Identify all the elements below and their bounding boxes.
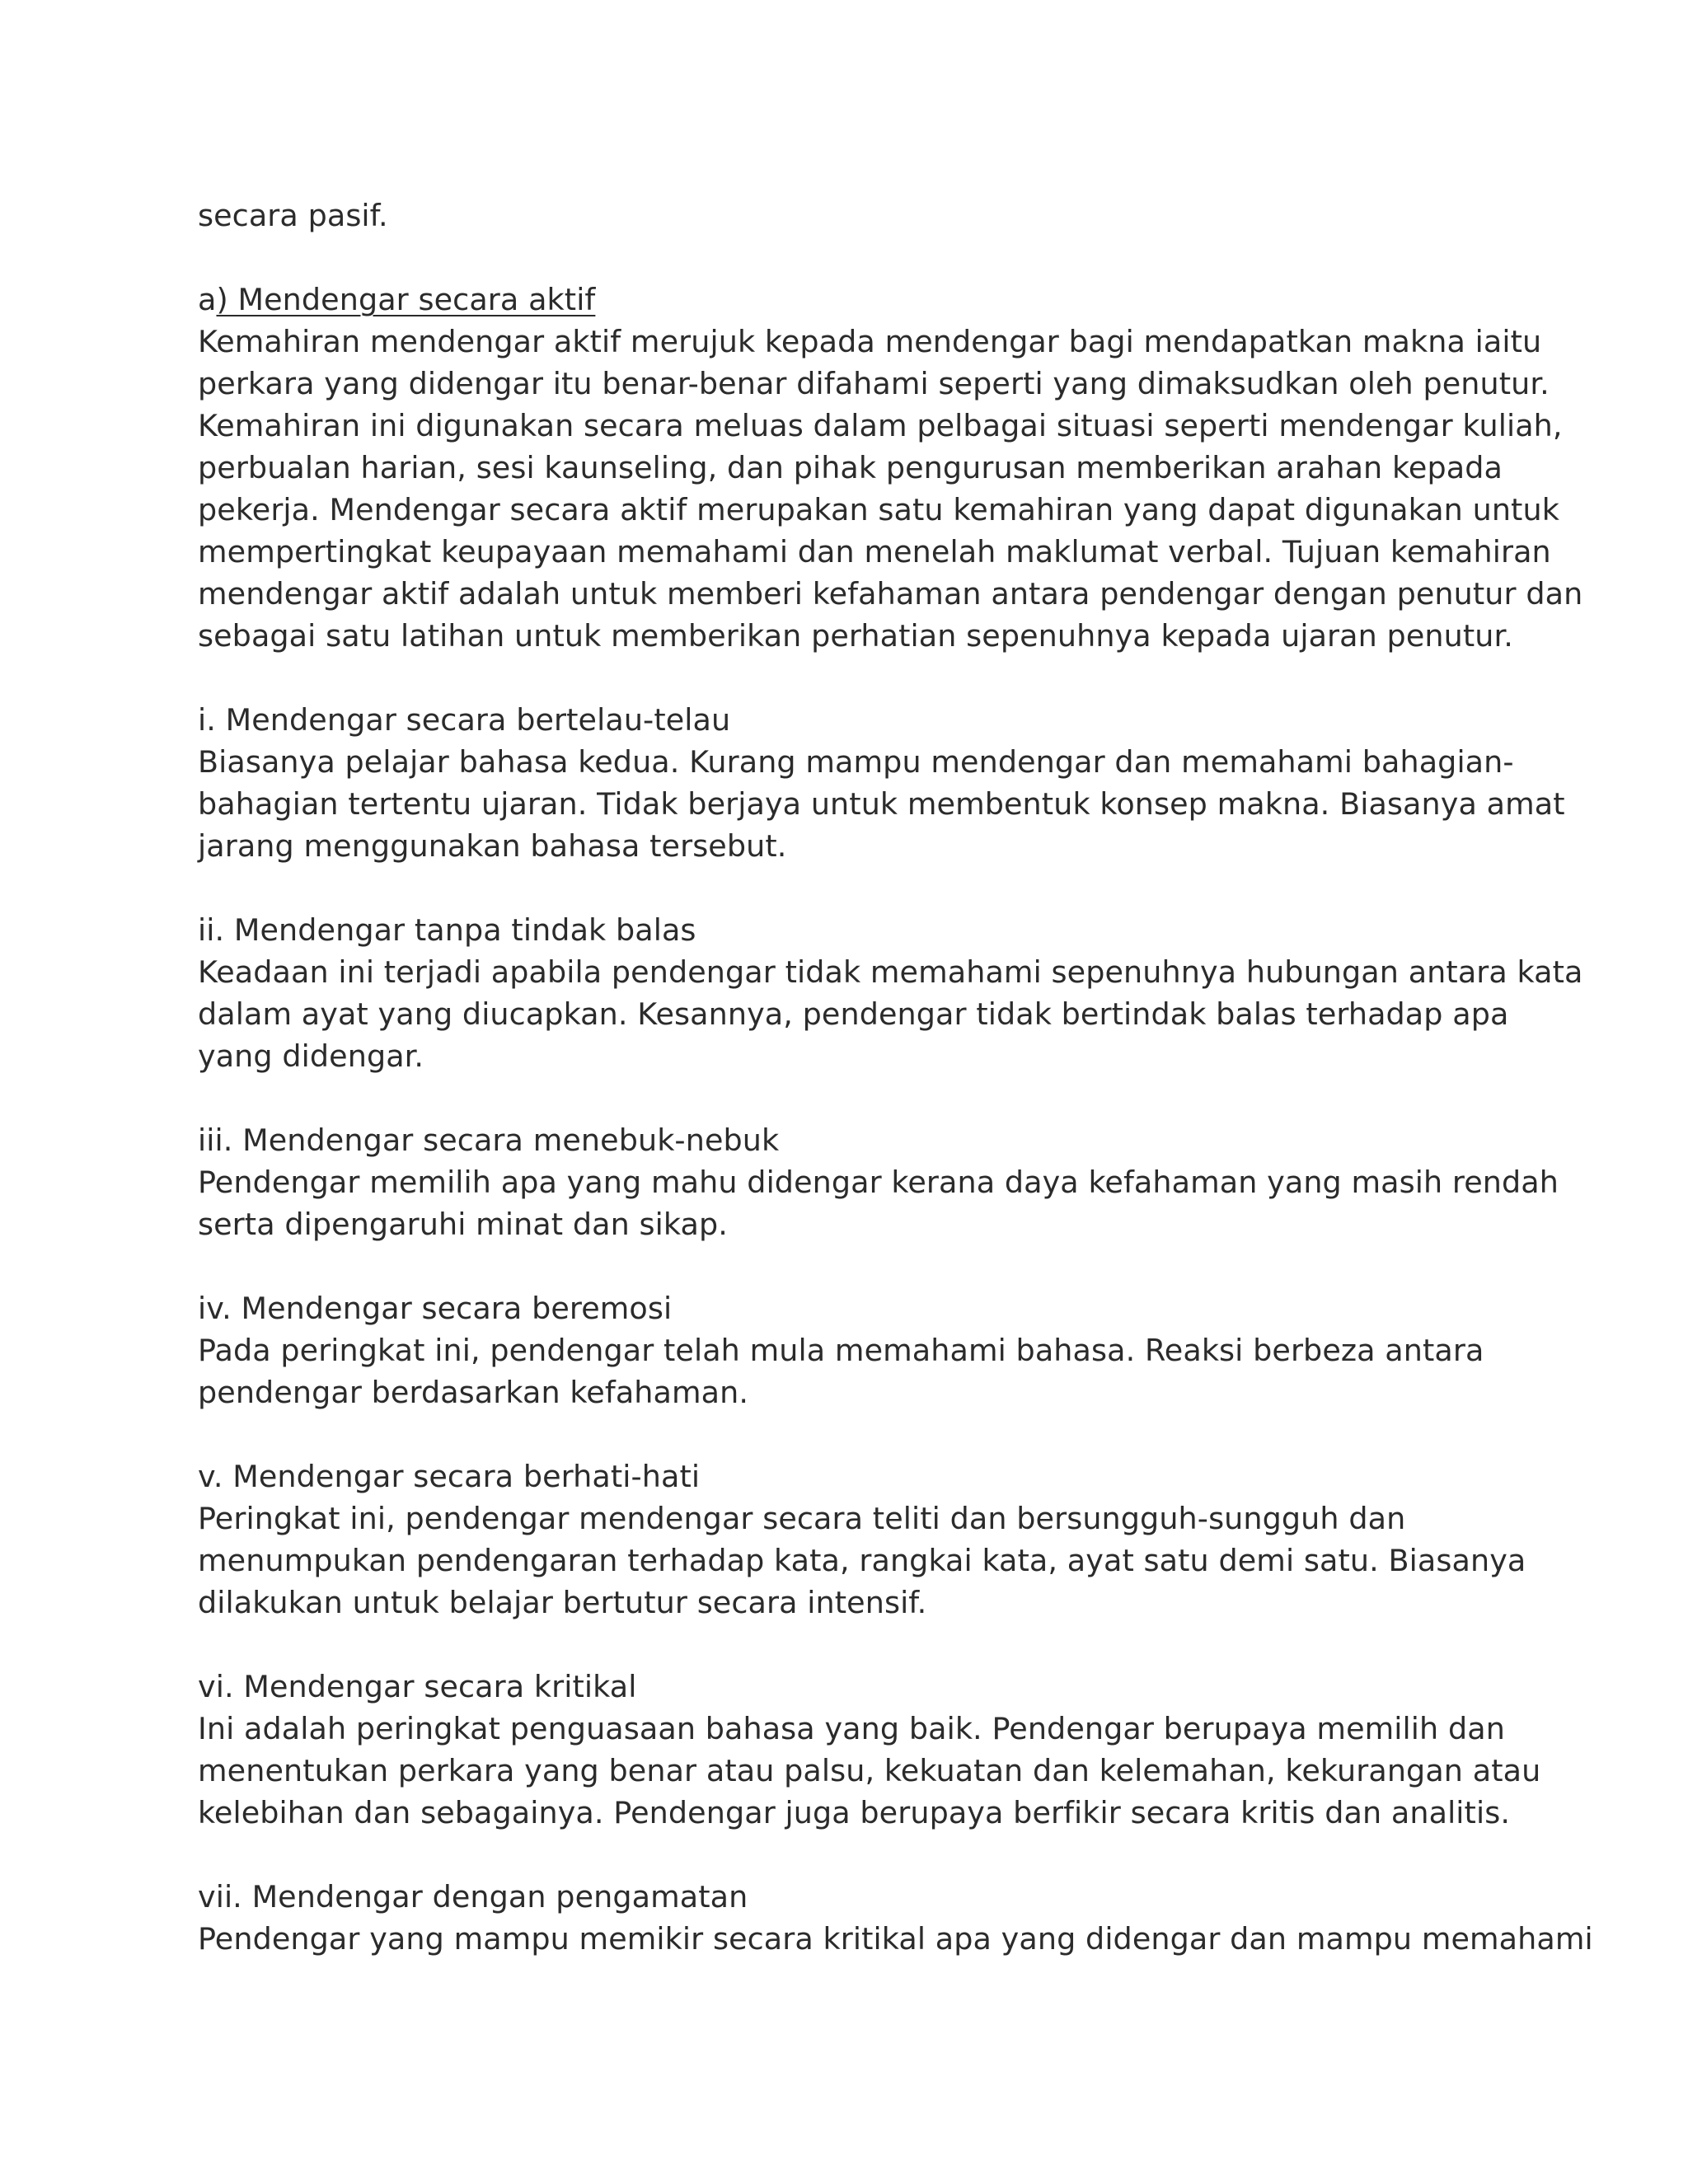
intro-line: secara pasif. (198, 198, 388, 233)
item-line: menumpukan pendengaran terhadap kata, rangkai kata, ayat satu demi satu. Biasanya (198, 1543, 1526, 1578)
item-line: kelebihan dan sebagainya. Pendengar juga berupaya berfikir secara kritis dan analitis. (198, 1795, 1511, 1830)
paragraph-gap (198, 1624, 1566, 1666)
item-heading: vii. Mendengar dengan pengamatan (198, 1879, 748, 1915)
section-a-line: perbualan harian, sesi kaunseling, dan pihak pengurusan memberikan arahan kepada (198, 450, 1503, 485)
section-a-line: Kemahiran mendengar aktif merujuk kepada mendengar bagi mendapatkan makna iaitu (198, 324, 1542, 359)
item-line: jarang menggunakan bahasa tersebut. (198, 828, 787, 864)
paragraph-gap (198, 1413, 1566, 1455)
item-line: Pendengar yang mampu memikir secara kritikal apa yang didengar dan mampu memahami (198, 1921, 1593, 1957)
section-a-line: Kemahiran ini digunakan secara meluas dalam pelbagai situasi seperti mendengar kuliah, (198, 408, 1563, 443)
item-line: serta dipengaruhi minat dan sikap. (198, 1207, 728, 1242)
item-line: Peringkat ini, pendengar mendengar secara teliti dan bersungguh-sungguh dan (198, 1501, 1406, 1536)
item-line: dilakukan untuk belajar bertutur secara intensif. (198, 1585, 927, 1620)
item-heading: v. Mendengar secara berhati-hati (198, 1459, 701, 1494)
item-heading: vi. Mendengar secara kritikal (198, 1669, 637, 1704)
document-page (198, 194, 1593, 1960)
item-line: yang didengar. (198, 1038, 424, 1074)
paragraph-gap (198, 867, 1566, 909)
item-line: Keadaan ini terjadi apabila pendengar tidak memahami sepenuhnya hubungan antara kata (198, 954, 1583, 990)
paragraph-gap (198, 657, 1566, 699)
item-line: dalam ayat yang diucapkan. Kesannya, pendengar tidak bertindak balas terhadap apa (198, 996, 1509, 1032)
item-heading: ii. Mendengar tanpa tindak balas (198, 912, 696, 948)
section-a-line: mendengar aktif adalah untuk memberi kefahaman antara pendengar dengan penutur dan (198, 576, 1583, 612)
section-a-title: ) Mendengar secara aktif (216, 282, 596, 317)
section-a-line: sebagai satu latihan untuk memberikan perhatian sepenuhnya kepada ujaran penutur. (198, 618, 1513, 654)
item-line: Pendengar memilih apa yang mahu didengar kerana daya kefahaman yang masih rendah (198, 1165, 1559, 1200)
section-a-line: mempertingkat keupayaan memahami dan menelah maklumat verbal. Tujuan kemahiran (198, 534, 1551, 569)
paragraph-gap (198, 1077, 1566, 1119)
paragraph-gap (198, 1834, 1566, 1876)
item-line: Biasanya pelajar bahasa kedua. Kurang mampu mendengar dan memahami bahagian- (198, 744, 1514, 780)
section-a-line: pekerja. Mendengar secara aktif merupakan satu kemahiran yang dapat digunakan untuk (198, 492, 1559, 527)
paragraph-gap (198, 237, 1566, 279)
item-line: bahagian tertentu ujaran. Tidak berjaya untuk membentuk konsep makna. Biasanya amat (198, 786, 1565, 822)
item-heading: iv. Mendengar secara beremosi (198, 1291, 673, 1326)
section-a-line: perkara yang didengar itu benar-benar difahami seperti yang dimaksudkan oleh penutur. (198, 366, 1550, 401)
item-line: menentukan perkara yang benar atau palsu, kekuatan dan kelemahan, kekurangan atau (198, 1753, 1541, 1788)
item-line: Ini adalah peringkat penguasaan bahasa yang baik. Pendengar berupaya memilih dan (198, 1711, 1505, 1746)
section-a-heading (198, 279, 1566, 321)
item-line: Pada peringkat ini, pendengar telah mula memahami bahasa. Reaksi berbeza antara (198, 1333, 1484, 1368)
paragraph-gap (198, 1245, 1566, 1287)
item-heading: i. Mendengar secara bertelau-telau (198, 702, 731, 738)
section-a-prefix: a (198, 282, 217, 317)
item-line: pendengar berdasarkan kefahaman. (198, 1375, 749, 1410)
item-heading: iii. Mendengar secara menebuk-nebuk (198, 1122, 780, 1158)
